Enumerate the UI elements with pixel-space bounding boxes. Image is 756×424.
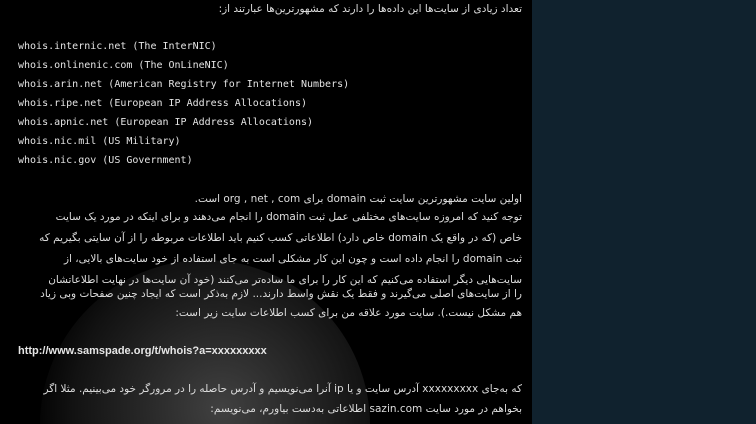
whois-server-line: whois.apnic.net (European IP Address Allocations) [18,117,314,128]
paragraph-line: توجه کنید که امروزه سایت‌های مختلفی عمل ثبت domain را انجام می‌دهند و برای اینکه در مورد یک سایت [55,211,522,223]
whois-server-line: whois.onlinenic.com (The OnLineNIC) [18,60,229,71]
whois-server-line: whois.ripe.net (European IP Address Allocations) [18,98,307,109]
paragraph-line: که به‌جای xxxxxxxxx آدرس سایت و یا ip آنرا می‌نویسیم و آدرس حاصله را در مرورگر خود می‌بینیم. مثلا اگر [43,383,522,395]
paragraph-line: هم مشکل نیست.). سایت مورد علاقه من برای کسب اطلاعات سایت زیر است: [175,307,522,319]
paragraph-first-registrar: اولین سایت مشهورترین سایت ثبت domain برای org , net , com است. [194,193,522,205]
side-panel [532,0,756,424]
whois-server-line: whois.arin.net (American Registry for Internet Numbers) [18,79,350,90]
whois-server-line: whois.internic.net (The InterNIC) [18,41,217,52]
paragraph-line: خاص (که در واقع یک domain خاص دارد) اطلاعاتی کسب کنیم باید اطلاعات مربوطه را از آن سایتی بگیریم که [39,232,522,244]
paragraph-line: را از سایت‌های اصلی می‌گیرند و فقط یک نقش واسط دارند... لازم به‌ذکر است که ایجاد چنین صفحات وبی زیاد [40,288,522,300]
paragraph-line: ثبت domain را انجام داده است و چون این کار مشکلی است به جای استفاده از خود سایت‌های بالایی، از [63,253,522,265]
whois-server-line: whois.nic.gov (US Government) [18,155,193,166]
paragraph-line: بخواهم در مورد سایت sazin.com اطلاعاتی به‌دست بیاورم، می‌نویسم: [210,403,522,415]
whois-lookup-url: http://www.samspade.org/t/whois?a=xxxxxxxxx [18,345,267,357]
intro-text: تعداد زیادی از سایت‌ها این داده‌ها را دارند که مشهورترین‌ها عبارتند از: [218,3,522,15]
paragraph-line: سایت‌هایی دیگر استفاده می‌کنیم که این کار را برای ما ساده‌تر می‌کنند (خود آن سایت‌ها در نهایت اطلاعاتشان [48,274,522,286]
whois-server-line: whois.nic.mil (US Military) [18,136,181,147]
